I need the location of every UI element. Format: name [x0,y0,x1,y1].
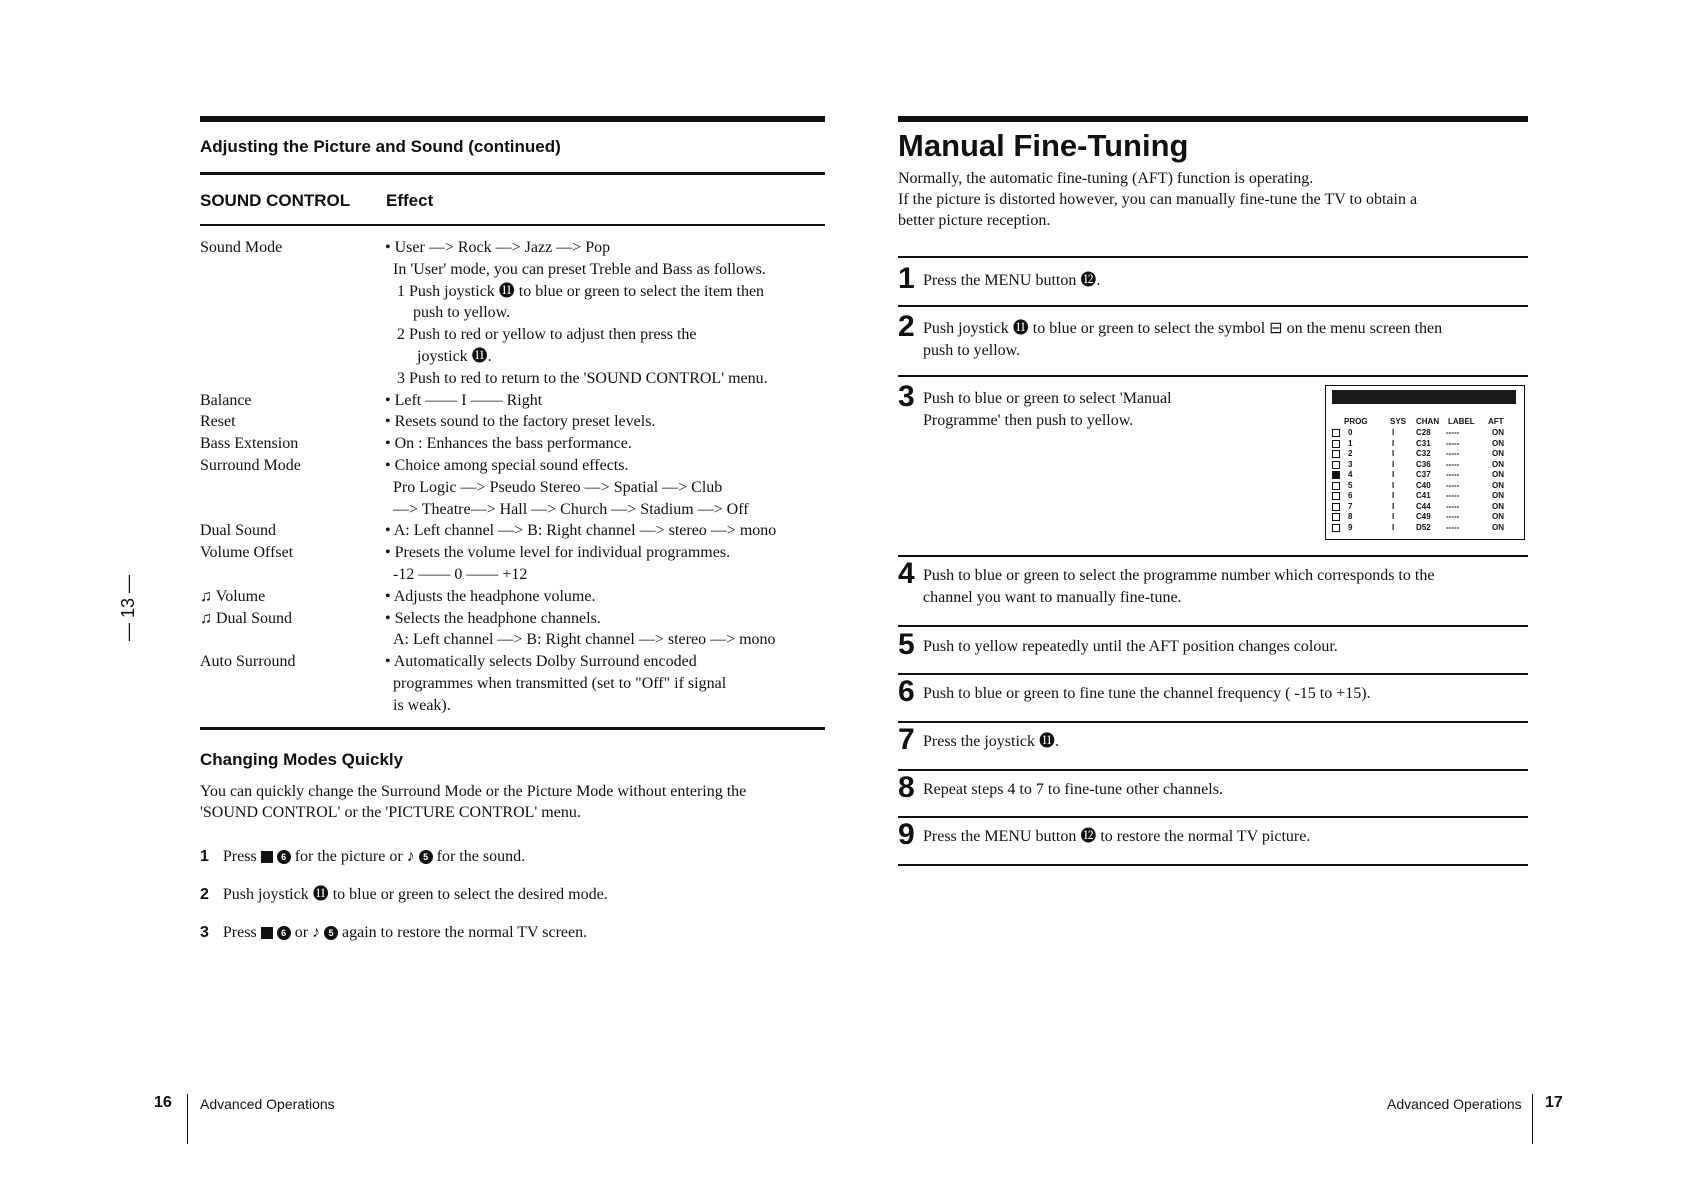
changing-intro-line2: 'SOUND CONTROL' or the 'PICTURE CONTROL' menu. [200,804,581,821]
button-marker-icon: 6 [277,850,291,864]
table-row [200,586,825,608]
menu-cell: ----- [1446,428,1460,437]
row-effect [385,390,830,412]
step-text: Push joystick ⓫ to blue or green to select the desired mode. [222,886,608,903]
menu-cell: ON [1492,449,1504,458]
side-page-marker: — 13 — [118,574,138,642]
step-rule [898,769,1528,771]
button-marker-icon: 5 [419,850,433,864]
menu-cell: 8 [1348,512,1353,521]
step-line: Push to blue or green to select the programme number which corresponds to the [923,567,1435,584]
row-effect [385,237,830,390]
step-line: Push joystick ⓫ to blue or green to select the symbol ⊟ on the menu screen then [923,320,1443,337]
step-line: Programme' then push to yellow. [923,411,1134,429]
picture-mode-icon [261,927,273,939]
changing-step-3 [200,922,587,944]
menu-cell: C36 [1416,459,1431,469]
menu-cell: I [1392,501,1395,511]
table-header-sound-control: SOUND CONTROL [200,191,351,210]
effect-line: Pro Logic —> Pseudo Stereo —> Spatial —> Club [393,478,723,496]
menu-cell: C37 [1416,470,1431,479]
menu-row-marker [1332,524,1340,532]
row-label: Bass Extension [200,435,299,453]
menu-cell: ----- [1446,449,1460,458]
menu-row-marker [1332,461,1340,469]
step-number: 1 [898,262,915,295]
step-number: 3 [898,380,915,413]
step-text [923,318,1523,361]
step-number: 9 [898,818,915,851]
row-label: Sound Mode [200,239,283,256]
menu-cell: ----- [1446,491,1460,500]
menu-column-header: PROG [1344,417,1368,426]
footer-right: Advanced Operations [1387,1096,1522,1112]
step-number: 8 [898,771,915,804]
step-text: for the picture or [294,848,403,865]
effect-line: is weak). [393,696,451,714]
row-label: Dual Sound [200,522,276,540]
effect-line: • Resets sound to the factory preset levels. [385,413,656,431]
step-rule [898,721,1528,723]
menu-cell: ON [1492,459,1504,469]
step-number: 1 [200,848,209,865]
menu-cell: I [1392,459,1395,469]
step-text [923,636,1523,658]
step-line: push to yellow. [923,341,1021,359]
menu-column-header: AFT [1488,417,1504,426]
step-text: again to restore the normal TV screen. [342,924,588,941]
top-rule-right [898,116,1528,122]
menu-cell: 3 [1348,459,1353,469]
step-line: Repeat steps 4 to 7 to fine-tune other channels. [923,781,1223,798]
menu-cell: C49 [1416,512,1431,521]
step-text [923,826,1523,848]
effect-line: —> Theatre—> Hall —> Church —> Stadium —> Off [393,500,749,518]
step-line: Press the MENU button ⓬ to restore the normal TV picture. [923,828,1311,845]
menu-cell: ----- [1446,438,1460,448]
changing-modes-heading: Changing Modes Quickly [200,750,404,769]
table-row [200,433,825,455]
rule [200,727,825,730]
step-text [923,731,1523,753]
row-effect [385,586,830,608]
effect-line: joystick ⓫. [417,347,492,365]
menu-cell: I [1392,438,1395,448]
row-label: Auto Surround [200,653,296,671]
step-text [923,270,1523,292]
menu-cell: C44 [1416,501,1431,511]
menu-cell: 9 [1348,522,1353,532]
effect-line: • On : Enhances the bass performance. [385,435,632,453]
menu-cell: 5 [1348,480,1353,490]
step-text [923,388,1313,431]
row-label: ♫ Dual Sound [200,609,292,627]
step-text: Press [222,848,257,865]
menu-cell: ON [1492,522,1504,532]
menu-column-header: SYS [1390,417,1407,426]
step-number: 3 [200,924,209,941]
menu-cell: C28 [1416,428,1431,437]
page-number-left: 16 [154,1094,172,1111]
intro-line1: Normally, the automatic fine-tuning (AFT) function is operating. [898,170,1314,187]
row-effect [385,433,830,455]
menu-row-marker [1332,492,1340,500]
effect-line: • Presets the volume level for individual programmes. [385,544,731,562]
menu-cell: 1 [1348,438,1353,448]
footer-left: Advanced Operations [200,1096,335,1112]
menu-row-marker [1332,440,1340,448]
intro-line3: better picture reception. [898,212,1051,229]
menu-cell: I [1392,522,1395,532]
effect-line: • A: Left channel —> B: Right channel —> stereo —> mono [385,522,777,540]
effect-line: • User —> Rock —> Jazz —> Pop [385,239,611,256]
effect-line: -12 —— 0 —— +12 [393,565,528,583]
step-line: Push to yellow repeatedly until the AFT position changes colour. [923,638,1338,655]
menu-cell: ON [1492,501,1504,511]
menu-cell: I [1392,512,1395,521]
row-effect [385,520,830,542]
menu-cell: ----- [1446,522,1460,532]
effect-line: 1 Push joystick ⓫ to blue or green to select the item then [397,282,765,300]
changing-step-2 [200,884,608,906]
page-number-right: 17 [1545,1094,1563,1111]
table-row [200,237,825,390]
step-number: 2 [898,310,915,343]
menu-cell: ON [1492,491,1504,500]
table-row [200,411,825,433]
effect-line: • Left —— I —— Right [385,391,543,409]
table-row [200,542,825,586]
row-effect [385,542,830,586]
row-effect [385,651,830,716]
step-text: for the sound. [436,848,526,865]
step-rule [898,375,1528,377]
page-title: Manual Fine-Tuning [898,128,1189,163]
menu-cell: ----- [1446,470,1460,479]
row-label: Volume Offset [200,544,294,562]
step-text [923,683,1523,705]
menu-cell: I [1392,449,1395,458]
menu-title-bar [1332,390,1516,404]
row-effect [385,411,830,433]
menu-cell: I [1392,491,1395,500]
menu-cell: 2 [1348,449,1353,458]
manual-programme-menu-screen [1325,385,1525,540]
intro-line2: If the picture is distorted however, you can manually fine-tune the TV to obtain a [898,191,1418,208]
menu-cell: ----- [1446,459,1460,469]
row-effect [385,455,830,520]
step-number: 2 [200,886,209,903]
menu-column-header: CHAN [1416,417,1440,426]
menu-row-marker [1332,471,1340,479]
menu-row-marker [1332,450,1340,458]
step-rule [898,864,1528,866]
step-rule [898,305,1528,307]
step-line: Press the MENU button ⓬. [923,272,1101,289]
table-header-effect: Effect [386,191,434,210]
rule [200,224,825,226]
menu-cell: ON [1492,480,1504,490]
step-rule [898,625,1528,627]
menu-row-marker [1332,503,1340,511]
menu-cell: I [1392,470,1395,479]
step-rule [898,673,1528,675]
menu-cell: ON [1492,470,1504,479]
effect-line: • Choice among special sound effects. [385,457,629,474]
table-row [200,455,825,520]
table-row [200,520,825,542]
menu-row-marker [1332,513,1340,521]
effect-line: • Adjusts the headphone volume. [385,587,596,605]
effect-line: • Selects the headphone channels. [385,609,601,627]
changing-step-1 [200,846,525,868]
row-label: ♫ Volume [200,587,266,605]
effect-line: 3 Push to red to return to the 'SOUND CONTROL' menu. [397,369,768,387]
effect-line: A: Left channel —> B: Right channel —> stereo —> mono [393,631,776,649]
row-label: Balance [200,391,252,409]
footer-divider [1532,1094,1533,1144]
sound-mode-icon: ♪ [406,848,415,865]
step-text [923,565,1523,608]
step-rule [898,816,1528,818]
step-line: Push to blue or green to fine tune the channel frequency ( -15 to +15). [923,685,1371,702]
changing-intro-line1: You can quickly change the Surround Mode or the Picture Mode without entering the [200,783,747,800]
footer-divider [187,1094,188,1144]
step-text: Press [222,924,257,941]
row-label: Reset [200,413,236,431]
step-line: Press the joystick ⓫. [923,733,1059,750]
menu-cell: ----- [1446,480,1460,490]
menu-cell: 0 [1348,428,1353,437]
menu-cell: D52 [1416,522,1431,532]
menu-row-marker [1332,482,1340,490]
menu-cell: ON [1492,438,1504,448]
table-row [200,608,825,652]
effect-line: In 'User' mode, you can preset Treble and Bass as follows. [393,260,766,278]
step-text [923,779,1523,801]
menu-cell: 7 [1348,501,1353,511]
menu-cell: I [1392,428,1395,437]
table-row [200,390,825,412]
step-rule [898,256,1528,258]
rule [200,172,825,175]
menu-cell: ON [1492,428,1504,437]
table-row [200,651,825,716]
menu-cell: ----- [1446,501,1460,511]
effect-line: 2 Push to red or yellow to adjust then press the [397,326,697,344]
section-heading: Adjusting the Picture and Sound (continued) [200,137,561,156]
menu-cell: C31 [1416,438,1431,448]
menu-cell: C41 [1416,491,1431,500]
sound-mode-icon: ♪ [312,924,321,941]
row-label: Surround Mode [200,457,301,474]
effect-line: • Automatically selects Dolby Surround encoded [385,653,697,671]
menu-cell: ----- [1446,512,1460,521]
effect-line: programmes when transmitted (set to "Off" if signal [393,674,727,692]
menu-cell: I [1392,480,1395,490]
menu-column-header: LABEL [1448,417,1475,426]
step-number: 4 [898,557,915,590]
step-number: 7 [898,723,915,756]
step-rule [898,555,1528,557]
menu-row-marker [1332,429,1340,437]
button-marker-icon: 6 [277,926,291,940]
menu-cell: C32 [1416,449,1431,458]
step-text: or [294,924,309,941]
step-line: channel you want to manually fine-tune. [923,588,1182,606]
step-number: 5 [898,628,915,661]
menu-cell: 4 [1348,470,1353,479]
menu-cell: 6 [1348,491,1353,500]
step-number: 6 [898,675,915,708]
menu-cell: ON [1492,512,1504,521]
top-rule-left [200,116,825,122]
step-line: Push to blue or green to select 'Manual [923,390,1172,407]
picture-mode-icon [261,851,273,863]
button-marker-icon: 5 [324,926,338,940]
effect-line: push to yellow. [413,304,511,322]
menu-cell: C40 [1416,480,1431,490]
row-effect [385,608,830,652]
